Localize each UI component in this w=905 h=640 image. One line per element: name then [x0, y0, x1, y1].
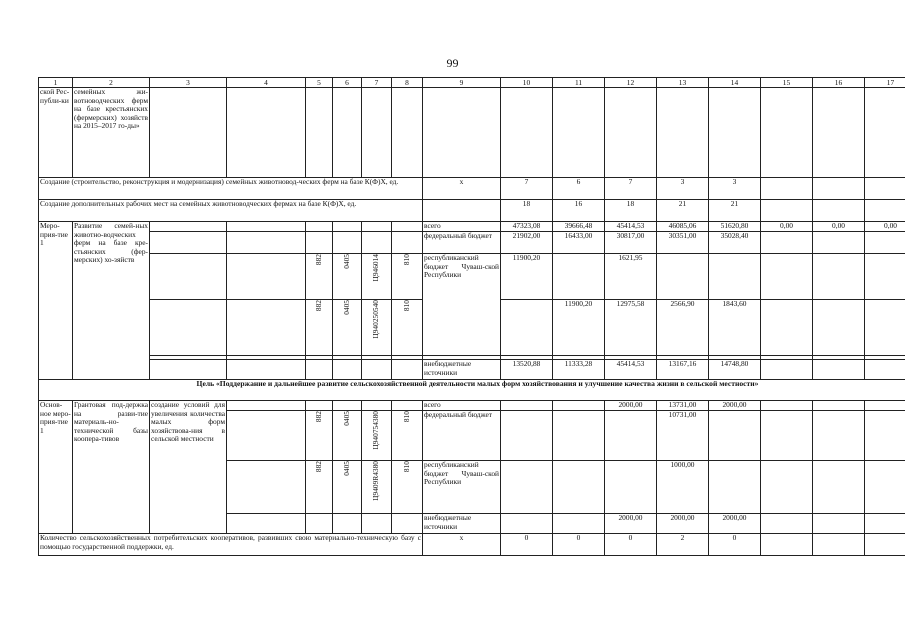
- indicator-value: 0: [605, 534, 657, 556]
- source-label: федеральный бюджет: [423, 232, 501, 254]
- source-label: всего: [423, 401, 501, 411]
- header-cell: 13: [657, 78, 709, 88]
- code-cell: 0405: [333, 461, 362, 514]
- table-row: [39, 232, 905, 254]
- indicator-label: Создание (строительство, реконструкция и модернизация) семейных животновод-ческих ферм на базе К(Ф)Х, ед.: [39, 178, 423, 200]
- indicator-value: 18: [501, 200, 553, 222]
- indicator-value: 7: [501, 178, 553, 200]
- source-label: всего: [423, 222, 501, 232]
- indicator-value: 0: [501, 534, 553, 556]
- amount-cell: 30817,00: [605, 232, 657, 254]
- amount-cell: 0,00: [761, 222, 813, 232]
- amount-cell: 13520,88: [501, 360, 553, 380]
- source-label: республиканский бюджет Чуваш-ской Республики: [423, 461, 501, 514]
- amount-cell: 1621,95: [605, 254, 657, 300]
- code-cell: 0405: [333, 300, 362, 356]
- amount-cell: 0,00: [813, 222, 865, 232]
- amount-cell: 47323,08: [501, 222, 553, 232]
- code-cell: 882: [306, 461, 333, 514]
- amount-cell: 16433,00: [553, 232, 605, 254]
- amount-cell: 13167,16: [657, 360, 709, 380]
- amount-cell: [553, 514, 605, 534]
- amount-cell: 1000,00: [657, 461, 709, 514]
- indicator-label: Количество сельскохозяйственных потребительских кооперативов, развивших свою материально-техническую базу с помощью государственной поддержки, ед.: [39, 534, 423, 556]
- header-cell: 10: [501, 78, 553, 88]
- amount-cell: 1843,60: [709, 300, 761, 356]
- source-label: федеральный бюджет: [423, 411, 501, 461]
- amount-cell: 45414,53: [605, 222, 657, 232]
- code-cell: 810: [392, 300, 423, 356]
- indicator-value: 7: [605, 178, 657, 200]
- amount-cell: [501, 514, 553, 534]
- indicator-value: 16: [553, 200, 605, 222]
- header-cell: 14: [709, 78, 761, 88]
- code-cell: 0405: [333, 411, 362, 461]
- header-cell: 12: [605, 78, 657, 88]
- header-cell: 5: [306, 78, 333, 88]
- indicator-value: 0: [553, 534, 605, 556]
- header-cell: 15: [761, 78, 813, 88]
- header-cell: 16: [813, 78, 865, 88]
- amount-cell: [709, 461, 761, 514]
- code-cell: Ц946014: [362, 254, 392, 300]
- indicator-value: 21: [709, 200, 761, 222]
- amount-cell: 2000,00: [605, 514, 657, 534]
- header-cell: 7: [362, 78, 392, 88]
- code-cell: 882: [306, 300, 333, 356]
- header-cell: 4: [227, 78, 306, 88]
- header-cell: 2: [73, 78, 150, 88]
- amount-cell: 11900,20: [501, 254, 553, 300]
- header-cell: 17: [865, 78, 905, 88]
- amount-cell: 2566,90: [657, 300, 709, 356]
- amount-cell: [709, 411, 761, 461]
- table-row: [39, 401, 905, 411]
- indicator-value: 3: [709, 178, 761, 200]
- indicator-value: 6: [553, 178, 605, 200]
- table-row: [39, 88, 905, 178]
- amount-cell: [501, 461, 553, 514]
- amount-cell: 2000,00: [657, 514, 709, 534]
- amount-cell: 35028,40: [709, 232, 761, 254]
- code-cell: 882: [306, 254, 333, 300]
- code-cell: Ц940754380: [362, 411, 392, 461]
- header-row: [39, 78, 905, 88]
- code-cell: 810: [392, 461, 423, 514]
- header-cell: 9: [423, 78, 501, 88]
- event-name-cell: Основ-ное меро-прия-тие 1: [39, 401, 73, 534]
- header-cell: 6: [333, 78, 362, 88]
- code-cell: Ц940250540: [362, 300, 392, 356]
- amount-cell: 2000,00: [709, 514, 761, 534]
- header-cell: 3: [150, 78, 227, 88]
- amount-cell: 46085,06: [657, 222, 709, 232]
- amount-cell: [501, 401, 553, 411]
- amount-cell: 39666,48: [553, 222, 605, 232]
- amount-cell: 11900,20: [553, 300, 605, 356]
- event-title-cell: Грантовая под-держка на разви-тие материаль-но-технической базы коопера-тивов: [73, 401, 150, 534]
- amount-cell: [553, 254, 605, 300]
- code-cell: 810: [392, 411, 423, 461]
- source-label: внебюджетные источники: [423, 360, 501, 380]
- indicator-source: х: [423, 534, 501, 556]
- budget-table: [38, 77, 905, 556]
- code-cell: 882: [306, 411, 333, 461]
- amount-cell: 45414,53: [605, 360, 657, 380]
- code-cell: Ц9409R4380: [362, 461, 392, 514]
- amount-cell: 13731,00: [657, 401, 709, 411]
- indicator-value: 21: [657, 200, 709, 222]
- page-number: 99: [446, 56, 459, 70]
- header-cell: 8: [392, 78, 423, 88]
- table-row: [39, 222, 905, 232]
- header-cell: 1: [39, 78, 73, 88]
- amount-cell: 2000,00: [709, 401, 761, 411]
- amount-cell: [605, 461, 657, 514]
- amount-cell: 0,00: [865, 222, 905, 232]
- indicator-value: 18: [605, 200, 657, 222]
- header-cell: 11: [553, 78, 605, 88]
- amount-cell: [605, 411, 657, 461]
- code-cell: 810: [392, 254, 423, 300]
- program-name-cell: ской Рес-публи-ки: [39, 88, 73, 178]
- table-row: [39, 254, 905, 300]
- indicator-row: [39, 178, 905, 200]
- amount-cell: 14748,80: [709, 360, 761, 380]
- indicator-label: Создание дополнительных рабочих мест на семейных животноводческих фермах на базе К(Ф)Х, ед.: [39, 200, 423, 222]
- source-label: внебюджетные источники: [423, 514, 501, 534]
- event-name-cell: Меро-прия-тие 1: [39, 222, 73, 380]
- amount-cell: [501, 300, 553, 356]
- amount-cell: [553, 401, 605, 411]
- indicator-row: [39, 534, 905, 556]
- amount-cell: [501, 411, 553, 461]
- indicator-value: 3: [657, 178, 709, 200]
- program-title-cell: семейных жи-вотноводческих ферм на базе крестьянских (фермерских) хозяйств на 2015–2017 го-ды»: [73, 88, 150, 178]
- indicator-row: [39, 200, 905, 222]
- event-goal-cell: создание условий для увеличения количества малых форм хозяйствова-ния в сельской местности: [150, 401, 227, 534]
- event-title-cell: Развитие семей-ных животно-водческих ферм на базе кре-стьянских (фер-мерских) хо-зяйств: [73, 222, 150, 380]
- amount-cell: 51620,80: [709, 222, 761, 232]
- amount-cell: 12975,58: [605, 300, 657, 356]
- amount-cell: 21902,00: [501, 232, 553, 254]
- amount-cell: [553, 461, 605, 514]
- goal-row: [39, 380, 905, 401]
- indicator-source: х: [423, 178, 501, 200]
- amount-cell: 11333,28: [553, 360, 605, 380]
- amount-cell: 10731,00: [657, 411, 709, 461]
- indicator-value: 0: [709, 534, 761, 556]
- code-cell: 0405: [333, 254, 362, 300]
- indicator-value: 2: [657, 534, 709, 556]
- source-label: республиканский бюджет Чуваш-ской Республики: [423, 254, 501, 356]
- amount-cell: 30351,00: [657, 232, 709, 254]
- amount-cell: 2000,00: [605, 401, 657, 411]
- amount-cell: [553, 411, 605, 461]
- table-row: [39, 360, 905, 380]
- goal-heading: Цель «Поддержание и дальнейшее развитие сельскохозяйственной деятельности малых форм хозяйствования и улучшение качества жизни в сельской местности»: [39, 380, 905, 401]
